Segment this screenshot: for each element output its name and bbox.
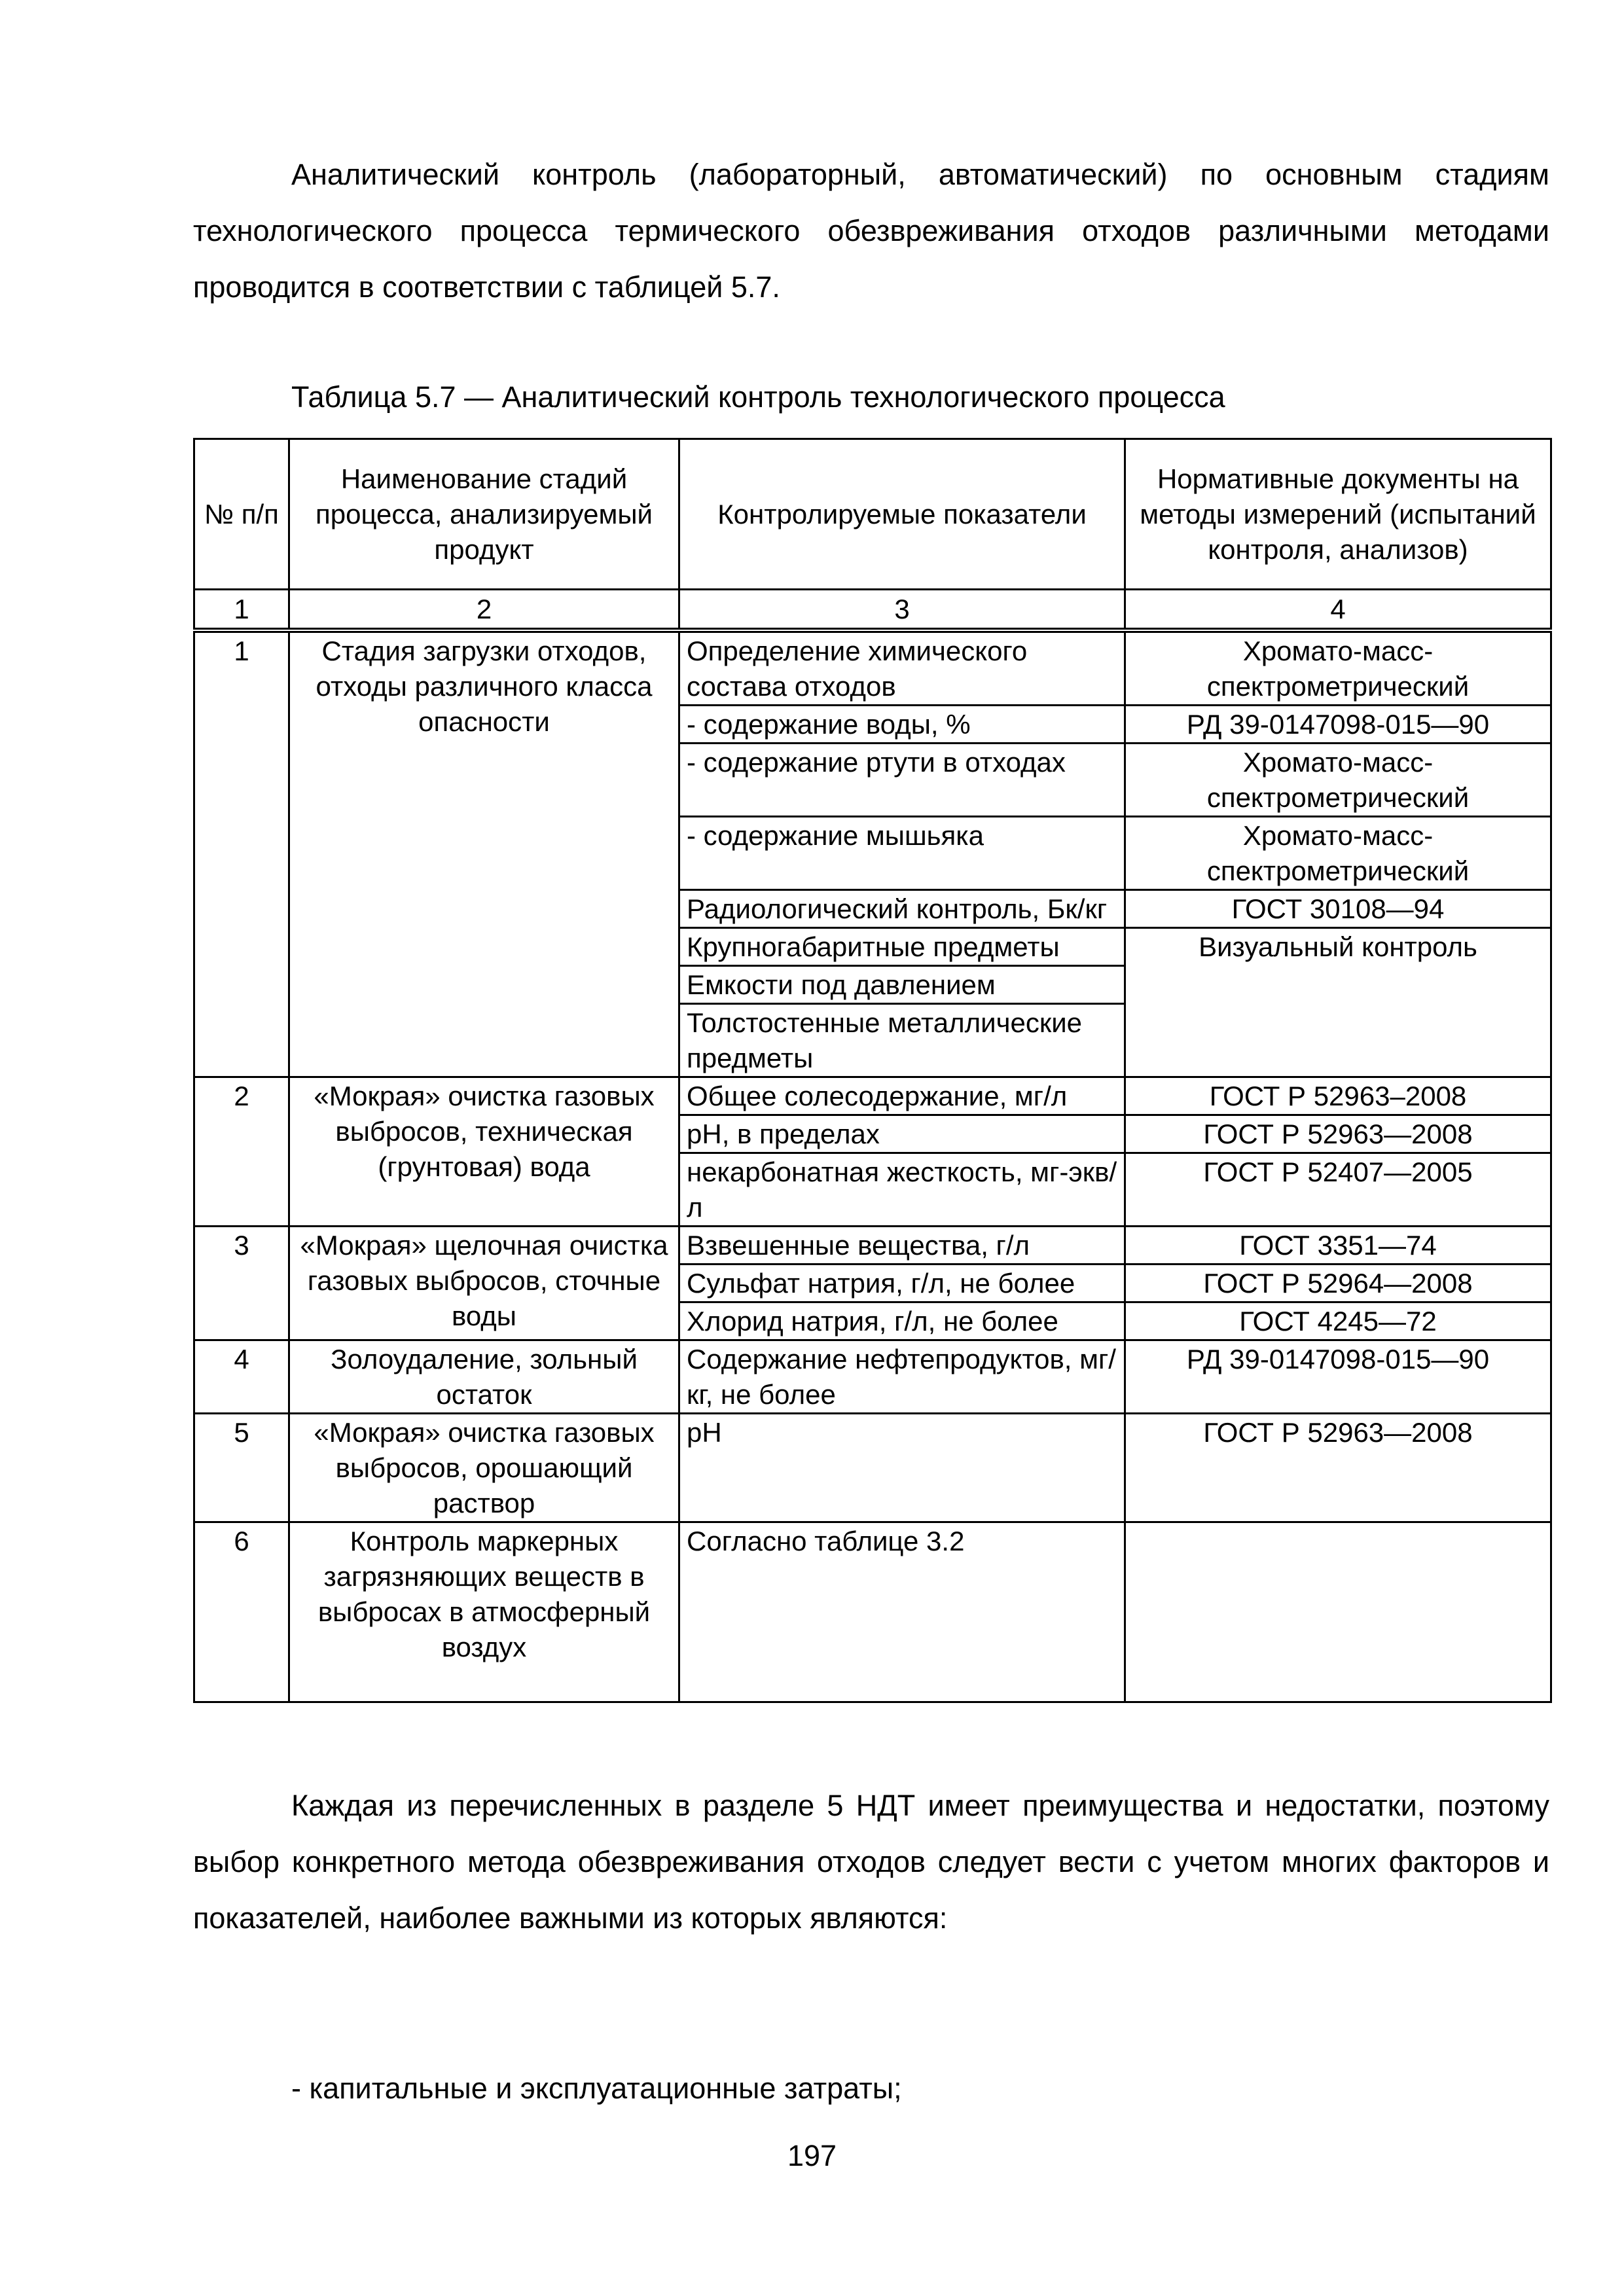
indicator: Сульфат натрия, г/л, не более [679,1265,1125,1302]
normative-document [1125,1522,1551,1702]
normative-document: ГОСТ Р 52963–2008 [1125,1077,1551,1115]
indicator: Взвешенные вещества, г/л [679,1227,1125,1265]
table-row [194,1414,1551,1522]
normative-document: ГОСТ Р 52963—2008 [1125,1115,1551,1153]
indicator: Толстостенные металлические предметы [679,1004,1125,1077]
stage-name: Золоудаление, зольный остаток [289,1340,679,1414]
normative-document: Визуальный контроль [1125,928,1551,1077]
row-number: 4 [194,1340,289,1414]
table-row [194,1077,1551,1115]
table-header-row [194,439,1551,590]
row-number: 2 [194,1077,289,1227]
column-number: 3 [679,590,1125,631]
stage-name: «Мокрая» очистка газовых выбросов, орошающий раствор [289,1414,679,1522]
normative-document: ГОСТ Р 52407—2005 [1125,1153,1551,1227]
normative-document: ГОСТ 3351—74 [1125,1227,1551,1265]
normative-document: РД 39-0147098-015—90 [1125,706,1551,744]
stage-name: Контроль маркерных загрязняющих веществ в выбросах в атмосферный воздух [289,1522,679,1702]
normative-document: ГОСТ Р 52963—2008 [1125,1414,1551,1522]
indicator: - содержание воды, % [679,706,1125,744]
table-row [194,1522,1551,1702]
normative-document: РД 39-0147098-015—90 [1125,1340,1551,1414]
table-row [194,630,1551,706]
column-number: 4 [1125,590,1551,631]
indicator: - содержание мышьяка [679,817,1125,890]
normative-document: ГОСТ 4245—72 [1125,1302,1551,1340]
column-number: 1 [194,590,289,631]
page-number: 197 [787,2139,837,2172]
indicator: Согласно таблице 3.2 [679,1522,1125,1702]
table-row [194,1227,1551,1265]
indicator: рН [679,1414,1125,1522]
indicator: Радиологический контроль, Бк/кг [679,890,1125,928]
indicator: Общее солесодержание, мг/л [679,1077,1125,1115]
header-indicators: Контролируемые показатели [679,439,1125,590]
header-stage: Наименование стадий процесса, анализируемый продукт [289,439,679,590]
normative-document: ГОСТ 30108—94 [1125,890,1551,928]
column-number: 2 [289,590,679,631]
intro-paragraph: Аналитический контроль (лабораторный, автоматический) по основным стадиям технологического процесса термического обезвреживания отходов различными методами проводится в соответствии с таблицей 5.7. [193,158,1549,304]
indicator: Крупногабаритные предметы [679,928,1125,966]
normative-document: ГОСТ Р 52964—2008 [1125,1265,1551,1302]
row-number: 3 [194,1227,289,1340]
header-number: № п/п [194,439,289,590]
normative-document: Хромато-масс-спектрометрический [1125,630,1551,706]
table-row [194,1340,1551,1414]
row-number: 1 [194,630,289,1077]
indicator: рН, в пределах [679,1115,1125,1153]
stage-name: «Мокрая» очистка газовых выбросов, техническая (грунтовая) вода [289,1077,679,1227]
indicator: некарбонатная жесткость, мг-экв/л [679,1153,1125,1227]
indicator: - содержание ртути в отходах [679,744,1125,817]
indicator: Определение химического состава отходов [679,630,1125,706]
indicator: Хлорид натрия, г/л, не более [679,1302,1125,1340]
outro-paragraph: Каждая из перечисленных в разделе 5 НДТ имеет преимущества и недостатки, поэтому выбор конкретного метода обезвреживания отходов следует вести с учетом многих факторов и показателей, наиболее важными из которых являются: [193,1789,1549,1935]
stage-name: «Мокрая» щелочная очистка газовых выбросов, сточные воды [289,1227,679,1340]
column-number-row [194,590,1551,631]
header-documents: Нормативные документы на методы измерений (испытаний контроля, анализов) [1125,439,1551,590]
table-caption: Таблица 5.7 — Аналитический контроль технологического процесса [291,380,1225,414]
bullet-item: - капитальные и эксплуатационные затраты; [291,2072,902,2105]
indicator: Емкости под давлением [679,966,1125,1004]
normative-document: Хромато-масс-спектрометрический [1125,817,1551,890]
indicator: Содержание нефтепродуктов, мг/кг, не более [679,1340,1125,1414]
analytical-control-table [193,438,1552,1703]
row-number: 6 [194,1522,289,1702]
row-number: 5 [194,1414,289,1522]
normative-document: Хромато-масс-спектрометрический [1125,744,1551,817]
stage-name: Стадия загрузки отходов, отходы различного класса опасности [289,630,679,1077]
